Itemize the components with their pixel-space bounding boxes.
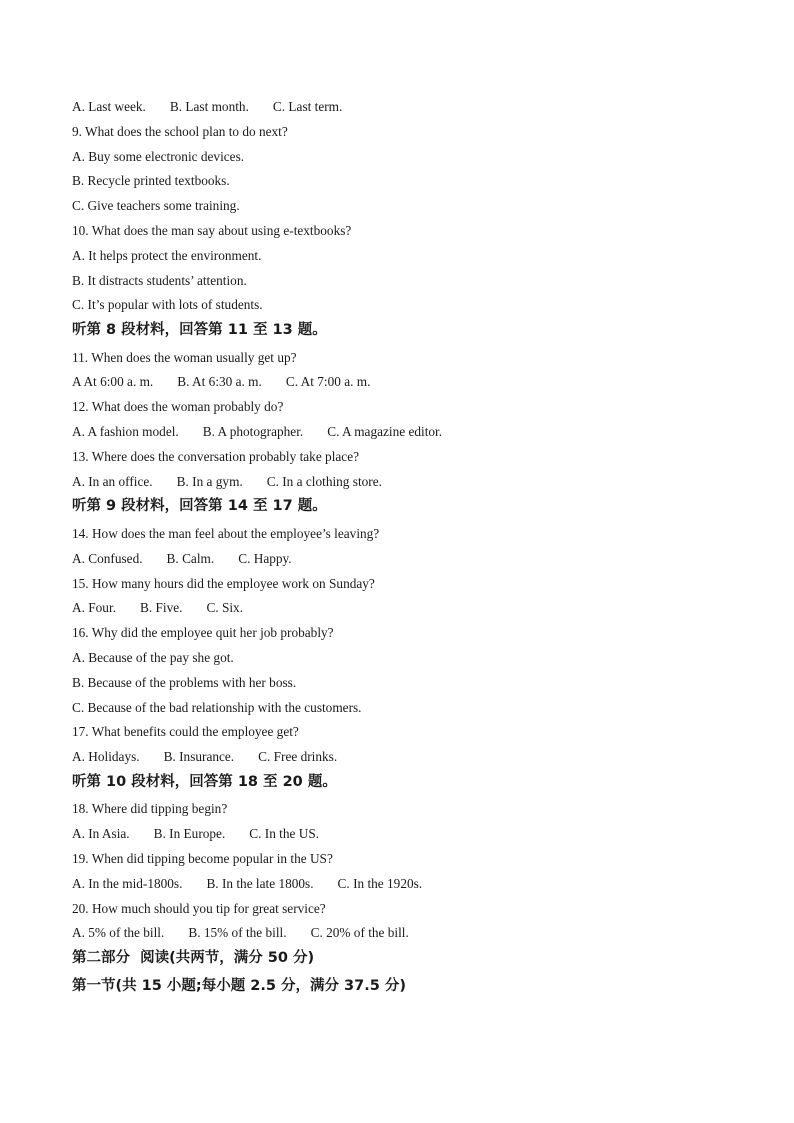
answer-option: C. A magazine editor. [327,424,443,440]
question-text: 11. When does the woman usually get up? [72,349,297,365]
option-row [72,825,722,842]
answer-option: B. Recycle printed textbooks. [72,173,230,189]
option-row [72,98,722,115]
option-row [72,373,722,390]
answer-option: B. At 6:30 a. m. [177,374,262,390]
answer-option: B. Insurance. [163,749,235,765]
answer-option: C. Happy. [238,550,292,566]
answer-option: B. It distracts students’ attention. [72,272,247,288]
question-text: 14. How does the man feel about the employee’s leaving? [72,525,380,541]
answer-option: A. Four. [72,600,116,616]
answer-option: A. In an office. [72,473,153,489]
answer-option: C. Give teachers some training. [72,198,240,214]
answer-option: A. Last week. [72,99,146,114]
answer-option: A. A fashion model. [72,424,179,440]
question-text: 9. What does the school plan to do next? [72,123,288,139]
question-text: 13. Where does the conversation probably take place? [72,448,359,464]
answer-option: C. In the US. [249,826,320,842]
answer-option: C. At 7:00 a. m. [285,374,371,390]
option-row [72,924,722,941]
answer-option: B. In the late 1800s. [206,875,314,891]
answer-option: C. Last term. [272,99,343,114]
answer-option: A. 5% of the bill. [72,925,165,941]
answer-option: B. Five. [139,600,183,616]
option-row [72,748,722,765]
answer-option: C. Six. [206,600,244,616]
option-row [72,599,722,616]
answer-option: B. In Europe. [153,826,226,842]
answer-option: A. Holidays. [72,749,140,765]
answer-option: A. Confused. [72,550,143,566]
answer-option: C. Free drinks. [258,749,338,765]
document-page [72,98,722,1004]
answer-option: B. Because of the problems with her boss. [72,674,297,690]
answer-option: B. A photographer. [202,424,304,440]
question-text: 15. How many hours did the employee work on Sunday? [72,575,375,591]
question-text: 18. Where did tipping begin? [72,801,228,817]
section-heading: 第一节(共 15 小题;每小题 2.5 分，满分 37.5 分) [72,977,406,994]
question-text: 16. Why did the employee quit her job probably? [72,625,334,641]
option-row [72,875,722,892]
answer-option: A. In Asia. [72,826,130,842]
answer-option: A. Buy some electronic devices. [72,148,245,164]
answer-option: A. It helps protect the environment. [72,247,262,263]
answer-option: A. In the mid-1800s. [72,875,183,891]
section-heading: 第二部分 阅读(共两节，满分 50 分) [72,950,315,967]
question-text: 17. What benefits could the employee get? [72,724,299,740]
section-heading: 听第 10 段材料，回答第 18 至 20 题。 [72,773,337,790]
answer-option: C. Because of the bad relationship with the customers. [72,699,362,715]
answer-option: B. 15% of the bill. [188,925,287,941]
answer-option: C. It’s popular with lots of students. [72,297,263,313]
answer-option: A. Because of the pay she got. [72,649,234,665]
answer-option: C. 20% of the bill. [310,925,409,941]
answer-option: B. In a gym. [176,473,243,489]
answer-option: C. In a clothing store. [266,473,382,489]
answer-option: C. In the 1920s. [337,875,423,891]
question-text: 10. What does the man say about using e-textbooks? [72,222,352,238]
option-row [72,473,722,490]
answer-option: A At 6:00 a. m. [72,374,154,390]
answer-option: B. Calm. [166,550,215,566]
option-row [72,550,722,567]
question-text: 20. How much should you tip for great service? [72,900,326,916]
answer-option: B. Last month. [169,99,249,114]
question-text: 12. What does the woman probably do? [72,399,284,415]
section-heading: 听第 9 段材料，回答第 14 至 17 题。 [72,498,327,515]
question-text: 19. When did tipping become popular in the US? [72,851,333,867]
option-row [72,423,722,440]
section-heading: 听第 8 段材料，回答第 11 至 13 题。 [72,322,327,339]
